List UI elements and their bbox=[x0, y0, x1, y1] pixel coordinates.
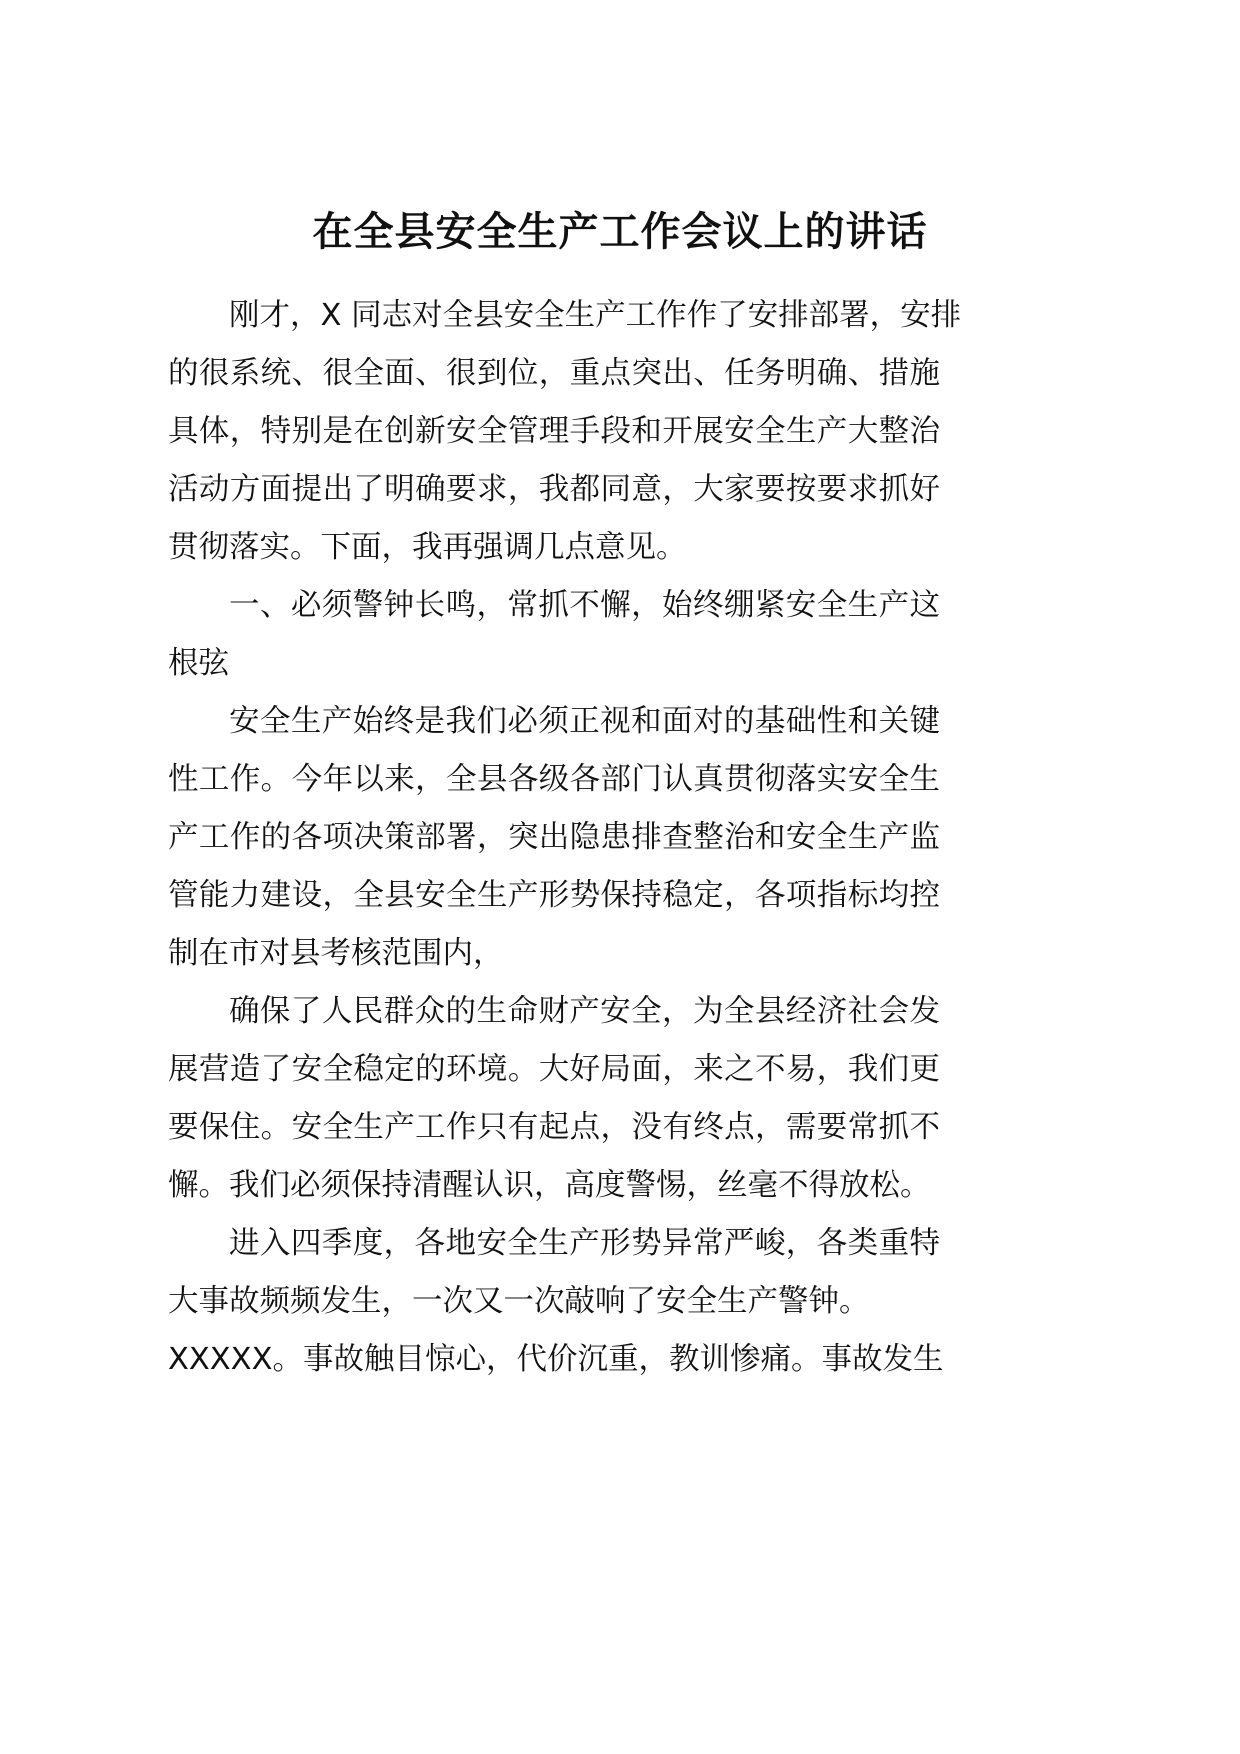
text-line: 的很系统、很全面、很到位，重点突出、任务明确、措施 bbox=[168, 356, 940, 391]
text-line: 展营造了安全稳定的环境。大好局面，来之不易，我们更 bbox=[168, 1052, 940, 1087]
text-line: 懈。我们必须保持清醒认识，高度警惕，丝毫不得放松。 bbox=[168, 1168, 931, 1203]
text-line: XXXXX。事故触目惊心，代价沉重，教训惨痛。事故发生 bbox=[168, 1342, 944, 1377]
text-line: 刚才，X 同志对全县安全生产工作作了安排部署，安排 bbox=[229, 298, 962, 333]
text-line: 性工作。今年以来，全县各级各部门认真贯彻落实安全生 bbox=[168, 762, 940, 797]
text-line: 安全生产始终是我们必须正视和面对的基础性和关键 bbox=[229, 704, 940, 739]
document-title: 在全县安全生产工作会议上的讲话 bbox=[312, 209, 928, 255]
document-body bbox=[168, 287, 962, 1389]
text-line: 活动方面提出了明确要求，我都同意，大家要按要求抓好 bbox=[168, 472, 940, 507]
text-line: 贯彻落实。下面，我再强调几点意见。 bbox=[168, 530, 687, 565]
text-line: 具体，特别是在创新安全管理手段和开展安全生产大整治 bbox=[168, 414, 940, 449]
text-line: 产工作的各项决策部署，突出隐患排查整治和安全生产监 bbox=[168, 820, 940, 855]
text-line: 要保住。安全生产工作只有起点，没有终点，需要常抓不 bbox=[168, 1110, 940, 1145]
text-line: 制在市对县考核范围内， bbox=[168, 936, 504, 971]
text-line: 进入四季度，各地安全生产形势异常严峻，各类重特 bbox=[229, 1226, 940, 1261]
text-line: 根弦 bbox=[168, 646, 229, 681]
text-line: 一、必须警钟长鸣，常抓不懈，始终绷紧安全生产这 bbox=[229, 588, 940, 623]
text-line: 管能力建设，全县安全生产形势保持稳定，各项指标均控 bbox=[168, 878, 940, 913]
text-line: 大事故频频发生，一次又一次敲响了安全生产警钟。 bbox=[168, 1284, 870, 1319]
text-line: 确保了人民群众的生命财产安全，为全县经济社会发 bbox=[229, 994, 940, 1029]
